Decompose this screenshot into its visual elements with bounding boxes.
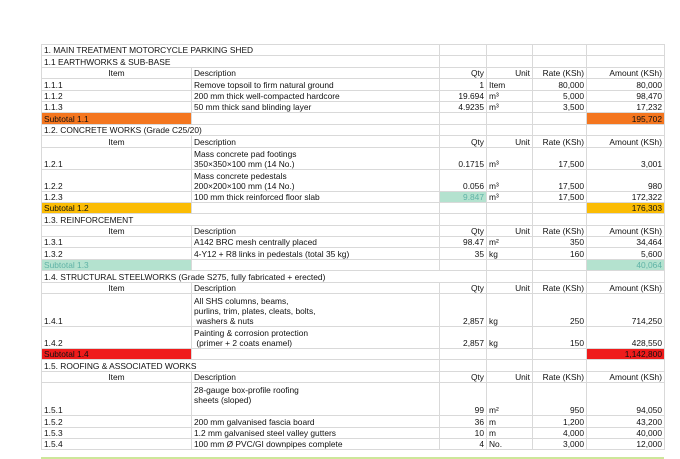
header-item[interactable]: Item [42, 225, 192, 236]
qty[interactable]: 98.47 [440, 237, 487, 248]
description-line: sheets (sloped) [194, 395, 252, 406]
cell[interactable] [533, 113, 587, 124]
table-row [42, 248, 665, 259]
cell[interactable] [192, 202, 440, 213]
cell[interactable] [192, 360, 440, 371]
header-qty[interactable]: Qty [440, 136, 487, 147]
cell[interactable] [587, 56, 665, 67]
description[interactable]: Remove topsoil to firm natural ground [192, 79, 440, 90]
amount[interactable]: 980 [587, 169, 665, 191]
description[interactable]: 100 mm thick reinforced floor slab [192, 191, 440, 202]
amount[interactable]: 714,250 [587, 294, 665, 327]
description[interactable]: 200 mm thick well-compacted hardcore [192, 90, 440, 101]
cell[interactable] [440, 349, 487, 360]
qty[interactable]: 4 [440, 438, 487, 449]
item-number[interactable]: 1.4.1 [42, 294, 192, 327]
rate[interactable]: 3,000 [533, 438, 587, 449]
cell[interactable] [440, 45, 487, 56]
table-row [42, 169, 665, 191]
cell[interactable] [440, 124, 487, 135]
amount[interactable]: 80,000 [587, 79, 665, 90]
qty[interactable]: 2,857 [440, 294, 487, 327]
cell[interactable] [587, 360, 665, 371]
subtotal-amount[interactable]: 176,303 [587, 202, 665, 213]
amount[interactable]: 172,322 [587, 191, 665, 202]
table-row [42, 90, 665, 101]
cell[interactable] [440, 202, 487, 213]
description[interactable]: 4-Y12 + R8 links in pedestals (total 35 kg) [192, 248, 440, 259]
table-row [42, 438, 665, 449]
header-unit[interactable]: Unit [487, 225, 533, 236]
description-line: 350×350×100 mm (14 No.) [194, 158, 295, 169]
unit[interactable]: No. [487, 438, 533, 449]
cell[interactable] [533, 271, 587, 282]
table-row [42, 383, 665, 416]
header-amount[interactable]: Amount (KSh) [587, 67, 665, 78]
description-line: (primer + 2 coats enamel) [194, 338, 292, 349]
cell[interactable] [440, 214, 487, 225]
cell[interactable] [587, 214, 665, 225]
description-line: 200×200×100 mm (14 No.) [194, 180, 295, 191]
cell[interactable] [533, 45, 587, 56]
cell[interactable] [533, 56, 587, 67]
table-row [42, 427, 665, 438]
cell[interactable] [587, 271, 665, 282]
header-rate[interactable]: Rate (KSh) [533, 136, 587, 147]
header-amount[interactable]: Amount (KSh) [587, 371, 665, 382]
rate[interactable]: 950 [533, 383, 587, 416]
qty[interactable]: 19.694 [440, 90, 487, 101]
item-number[interactable]: 1.5.1 [42, 383, 192, 416]
header-qty[interactable]: Qty [440, 225, 487, 236]
header-amount[interactable]: Amount (KSh) [587, 225, 665, 236]
cell[interactable] [192, 349, 440, 360]
sheet-title[interactable]: 1. MAIN TREATMENT MOTORCYCLE PARKING SHED [42, 45, 192, 56]
bill-of-quantities-sheet [41, 44, 665, 450]
item-number[interactable]: 1.2.2 [42, 169, 192, 191]
subtotal-amount[interactable]: 40,064 [587, 259, 665, 270]
cell[interactable] [533, 202, 587, 213]
header-amount[interactable]: Amount (KSh) [587, 136, 665, 147]
rate[interactable]: 250 [533, 294, 587, 327]
description[interactable] [192, 147, 440, 169]
description-line: purlins, trim, plates, cleats, bolts, [194, 306, 316, 317]
item-number[interactable]: 1.4.2 [42, 327, 192, 349]
unit[interactable]: m [487, 427, 533, 438]
header-item[interactable]: Item [42, 67, 192, 78]
description[interactable]: A142 BRC mesh centrally placed [192, 237, 440, 248]
unit[interactable]: kg [487, 248, 533, 259]
qty[interactable]: 1 [440, 79, 487, 90]
cell[interactable] [533, 214, 587, 225]
header-rate[interactable]: Rate (KSh) [533, 371, 587, 382]
section-title[interactable]: 1.2. CONCRETE WORKS (Grade C25/20) [42, 124, 192, 135]
subtotal-amount[interactable]: 1,142,800 [587, 349, 665, 360]
description-line: Mass concrete pad footings [194, 148, 297, 159]
header-item[interactable]: Item [42, 282, 192, 293]
description[interactable]: 200 mm galvanised fascia board [192, 416, 440, 427]
header-unit[interactable]: Unit [487, 282, 533, 293]
cell[interactable] [192, 214, 440, 225]
table-row [42, 191, 665, 202]
cell[interactable] [192, 259, 440, 270]
header-unit[interactable]: Unit [487, 371, 533, 382]
rate[interactable]: 5,000 [533, 90, 587, 101]
header-qty[interactable]: Qty [440, 67, 487, 78]
qty[interactable]: 35 [440, 248, 487, 259]
cell[interactable] [487, 259, 533, 270]
rate[interactable]: 17,500 [533, 169, 587, 191]
cell[interactable] [487, 124, 533, 135]
cell[interactable] [440, 360, 487, 371]
section-title[interactable]: 1.3. REINFORCEMENT [42, 214, 192, 225]
header-item[interactable]: Item [42, 371, 192, 382]
cell[interactable] [587, 45, 665, 56]
qty-highlighted[interactable]: 9.847 [440, 191, 487, 202]
qty[interactable]: 0.056 [440, 169, 487, 191]
description[interactable]: 50 mm thick sand blinding layer [192, 101, 440, 112]
cell[interactable] [587, 124, 665, 135]
description[interactable] [192, 327, 440, 349]
header-rate[interactable]: Rate (KSh) [533, 67, 587, 78]
amount[interactable]: 12,000 [587, 438, 665, 449]
cell[interactable] [533, 349, 587, 360]
cell[interactable] [487, 271, 533, 282]
amount[interactable]: 40,000 [587, 427, 665, 438]
description[interactable]: 100 mm Ø PVC/GI downpipes complete [192, 438, 440, 449]
unit[interactable]: m² [487, 237, 533, 248]
section-title-row [42, 56, 665, 67]
rate[interactable]: 1,200 [533, 416, 587, 427]
amount[interactable]: 43,200 [587, 416, 665, 427]
table-row [42, 416, 665, 427]
header-qty[interactable]: Qty [440, 282, 487, 293]
item-number[interactable]: 1.5.2 [42, 416, 192, 427]
rate[interactable]: 4,000 [533, 427, 587, 438]
cell[interactable] [487, 45, 533, 56]
rate[interactable]: 80,000 [533, 79, 587, 90]
header-qty[interactable]: Qty [440, 371, 487, 382]
table-row [42, 147, 665, 169]
header-rate[interactable]: Rate (KSh) [533, 225, 587, 236]
qty[interactable]: 0.1715 [440, 147, 487, 169]
cell[interactable] [487, 113, 533, 124]
unit[interactable]: m³ [487, 101, 533, 112]
amount[interactable]: 17,232 [587, 101, 665, 112]
item-number[interactable]: 1.5.3 [42, 427, 192, 438]
subtotal-label[interactable]: Subtotal 1.2 [42, 202, 192, 213]
item-number[interactable]: 1.3.2 [42, 248, 192, 259]
subtotal-label[interactable]: Subtotal 1.1 [42, 113, 192, 124]
section-title[interactable]: 1.4. STRUCTURAL STEELWORKS (Grade S275, fully fabricated + erected) [42, 271, 440, 282]
description-line: washers & nuts [194, 316, 254, 327]
table-row [42, 79, 665, 90]
header-description[interactable]: Description [192, 225, 440, 236]
section-title-row [42, 214, 665, 225]
amount[interactable]: 5,600 [587, 248, 665, 259]
column-header-row [42, 136, 665, 147]
description[interactable] [192, 294, 440, 327]
cell[interactable] [440, 56, 487, 67]
unit[interactable]: Item [487, 79, 533, 90]
item-number[interactable]: 1.3.1 [42, 237, 192, 248]
qty[interactable]: 36 [440, 416, 487, 427]
description-line: Painting & corrosion protection [194, 328, 309, 339]
amount[interactable]: 3,001 [587, 147, 665, 169]
description[interactable]: 1.2 mm galvanised steel valley gutters [192, 427, 440, 438]
subtotal-row [42, 202, 665, 213]
rate[interactable]: 3,500 [533, 101, 587, 112]
unit[interactable]: m [487, 416, 533, 427]
header-item[interactable]: Item [42, 136, 192, 147]
unit[interactable]: m³ [487, 191, 533, 202]
column-header-row [42, 225, 665, 236]
table-row [42, 294, 665, 327]
qty[interactable]: 99 [440, 383, 487, 416]
unit[interactable]: m³ [487, 90, 533, 101]
cell[interactable] [192, 113, 440, 124]
column-header-row [42, 67, 665, 78]
description[interactable] [192, 169, 440, 191]
unit[interactable]: kg [487, 294, 533, 327]
cell[interactable] [533, 259, 587, 270]
description-line: All SHS columns, beams, [194, 296, 289, 307]
table-row [42, 327, 665, 349]
rate[interactable]: 160 [533, 248, 587, 259]
unit[interactable]: m³ [487, 169, 533, 191]
cell[interactable] [440, 271, 487, 282]
description-line-blank [194, 405, 437, 415]
header-amount[interactable]: Amount (KSh) [587, 282, 665, 293]
item-number[interactable]: 1.1.2 [42, 90, 192, 101]
header-rate[interactable]: Rate (KSh) [533, 282, 587, 293]
section-title-row [42, 360, 665, 371]
header-unit[interactable]: Unit [487, 136, 533, 147]
rate[interactable]: 150 [533, 327, 587, 349]
description-line: 28-gauge box-profile roofing [194, 385, 299, 396]
rate[interactable]: 350 [533, 237, 587, 248]
unit[interactable]: m³ [487, 147, 533, 169]
subtotal-row [42, 349, 665, 360]
column-header-row [42, 282, 665, 293]
cell[interactable] [192, 56, 440, 67]
unit[interactable]: m² [487, 383, 533, 416]
subtotal-amount[interactable]: 195,702 [587, 113, 665, 124]
section-title-row [42, 124, 665, 135]
description-line: Mass concrete pedestals [194, 170, 287, 181]
subtotal-row [42, 259, 665, 270]
header-description[interactable]: Description [192, 67, 440, 78]
item-number[interactable]: 1.5.4 [42, 438, 192, 449]
sheet-title-row [42, 45, 665, 56]
amount[interactable]: 34,464 [587, 237, 665, 248]
cell[interactable] [533, 360, 587, 371]
cell[interactable] [487, 214, 533, 225]
cell[interactable] [440, 113, 487, 124]
amount[interactable]: 94,050 [587, 383, 665, 416]
cell[interactable] [192, 124, 440, 135]
table-row [42, 237, 665, 248]
cell[interactable] [533, 124, 587, 135]
qty[interactable]: 4.9235 [440, 101, 487, 112]
subtotal-label[interactable]: Subtotal 1.4 [42, 349, 192, 360]
section-title[interactable]: 1.5. ROOFING & ASSOCIATED WORKS [42, 360, 192, 371]
rate[interactable]: 17,500 [533, 147, 587, 169]
item-number[interactable]: 1.2.3 [42, 191, 192, 202]
item-number[interactable]: 1.1.1 [42, 79, 192, 90]
cell[interactable] [487, 56, 533, 67]
rate[interactable]: 17,500 [533, 191, 587, 202]
header-description[interactable]: Description [192, 136, 440, 147]
subtotal-label[interactable]: Subtotal 1.3 [42, 259, 192, 270]
qty[interactable]: 10 [440, 427, 487, 438]
cell[interactable] [487, 360, 533, 371]
header-description[interactable]: Description [192, 282, 440, 293]
header-unit[interactable]: Unit [487, 67, 533, 78]
item-number[interactable]: 1.2.1 [42, 147, 192, 169]
qty[interactable]: 2,857 [440, 327, 487, 349]
subtotal-row [42, 113, 665, 124]
cell[interactable] [440, 259, 487, 270]
cell[interactable] [487, 349, 533, 360]
section-title-row [42, 271, 665, 282]
column-header-row [42, 371, 665, 382]
amount[interactable]: 98,470 [587, 90, 665, 101]
unit[interactable]: kg [487, 327, 533, 349]
cell[interactable] [487, 202, 533, 213]
item-number[interactable]: 1.1.3 [42, 101, 192, 112]
header-description[interactable]: Description [192, 371, 440, 382]
amount[interactable]: 428,550 [587, 327, 665, 349]
table-row [42, 101, 665, 112]
section-title[interactable]: 1.1 EARTHWORKS & SUB-BASE [42, 56, 192, 67]
description[interactable] [192, 383, 440, 416]
